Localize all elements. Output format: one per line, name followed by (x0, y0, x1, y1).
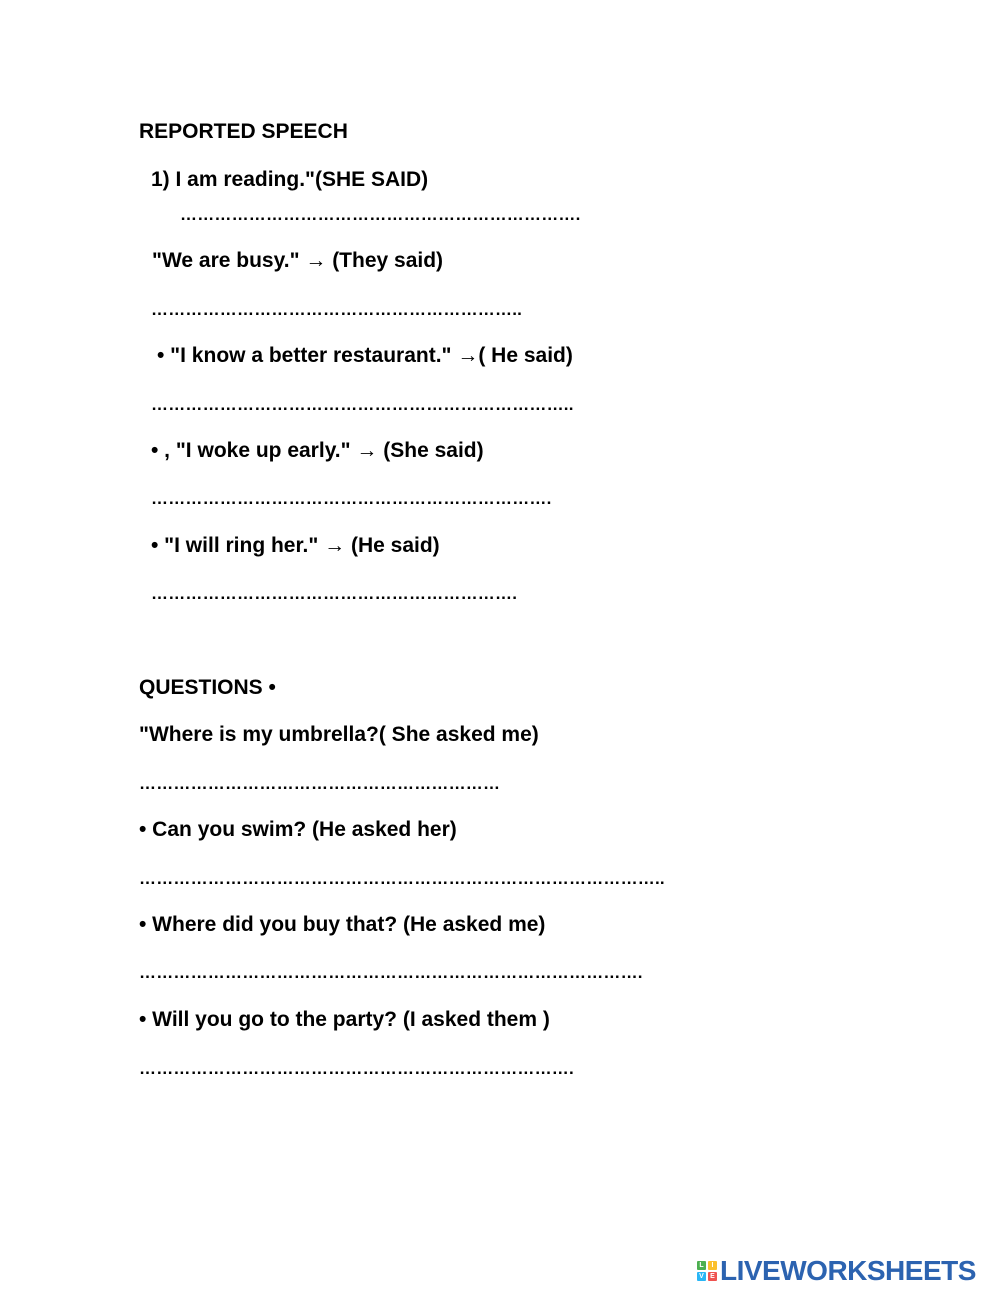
logo-tile: E (708, 1272, 717, 1281)
question-3-prompt: • Where did you buy that? (He asked me) (139, 913, 546, 936)
item-3-answer-line[interactable]: ……………………………………………………………….. (151, 395, 574, 414)
liveworksheets-logo[interactable] (697, 1256, 976, 1286)
item-3-prompt: • "I know a better restaurant." →( He said) (157, 344, 573, 367)
question-3-answer-line[interactable]: ……………………………………………………………………………. (139, 963, 643, 982)
question-1-answer-line[interactable]: ……………………………………………………… (139, 774, 501, 793)
item-2-prompt: "We are busy." → (They said) (152, 249, 444, 272)
item-5-prompt: • "I will ring her." → (He said) (151, 534, 440, 557)
question-2-prompt: • Can you swim? (He asked her) (139, 818, 457, 841)
item-1-answer-line[interactable]: ……………………………………………………………. (180, 205, 581, 224)
questions-title: QUESTIONS • (139, 676, 276, 699)
item-5-answer-line[interactable]: ………………………………………………………. (151, 584, 518, 603)
item-1-prompt: 1) I am reading."(SHE SAID) (151, 168, 429, 191)
question-4-prompt: • Will you go to the party? (I asked them ) (139, 1008, 550, 1031)
logo-tile: L (697, 1261, 706, 1270)
question-1-prompt: "Where is my umbrella?( She asked me) (139, 723, 539, 746)
logo-tiles-icon (697, 1261, 717, 1281)
worksheet-title: REPORTED SPEECH (139, 120, 348, 143)
question-4-answer-line[interactable]: …………………………………………………………………. (139, 1059, 574, 1078)
logo-tile: I (708, 1261, 717, 1270)
logo-tile: V (697, 1272, 706, 1281)
question-2-answer-line[interactable]: ……………………………………………………………………………….. (139, 869, 665, 888)
logo-text: LIVEWORKSHEETS (720, 1255, 976, 1286)
item-2-answer-line[interactable]: ……………………………………………………….. (151, 300, 523, 319)
item-4-prompt: • , "I woke up early." → (She said) (151, 439, 484, 462)
item-4-answer-line[interactable]: ……………………………………………………………. (151, 489, 552, 508)
